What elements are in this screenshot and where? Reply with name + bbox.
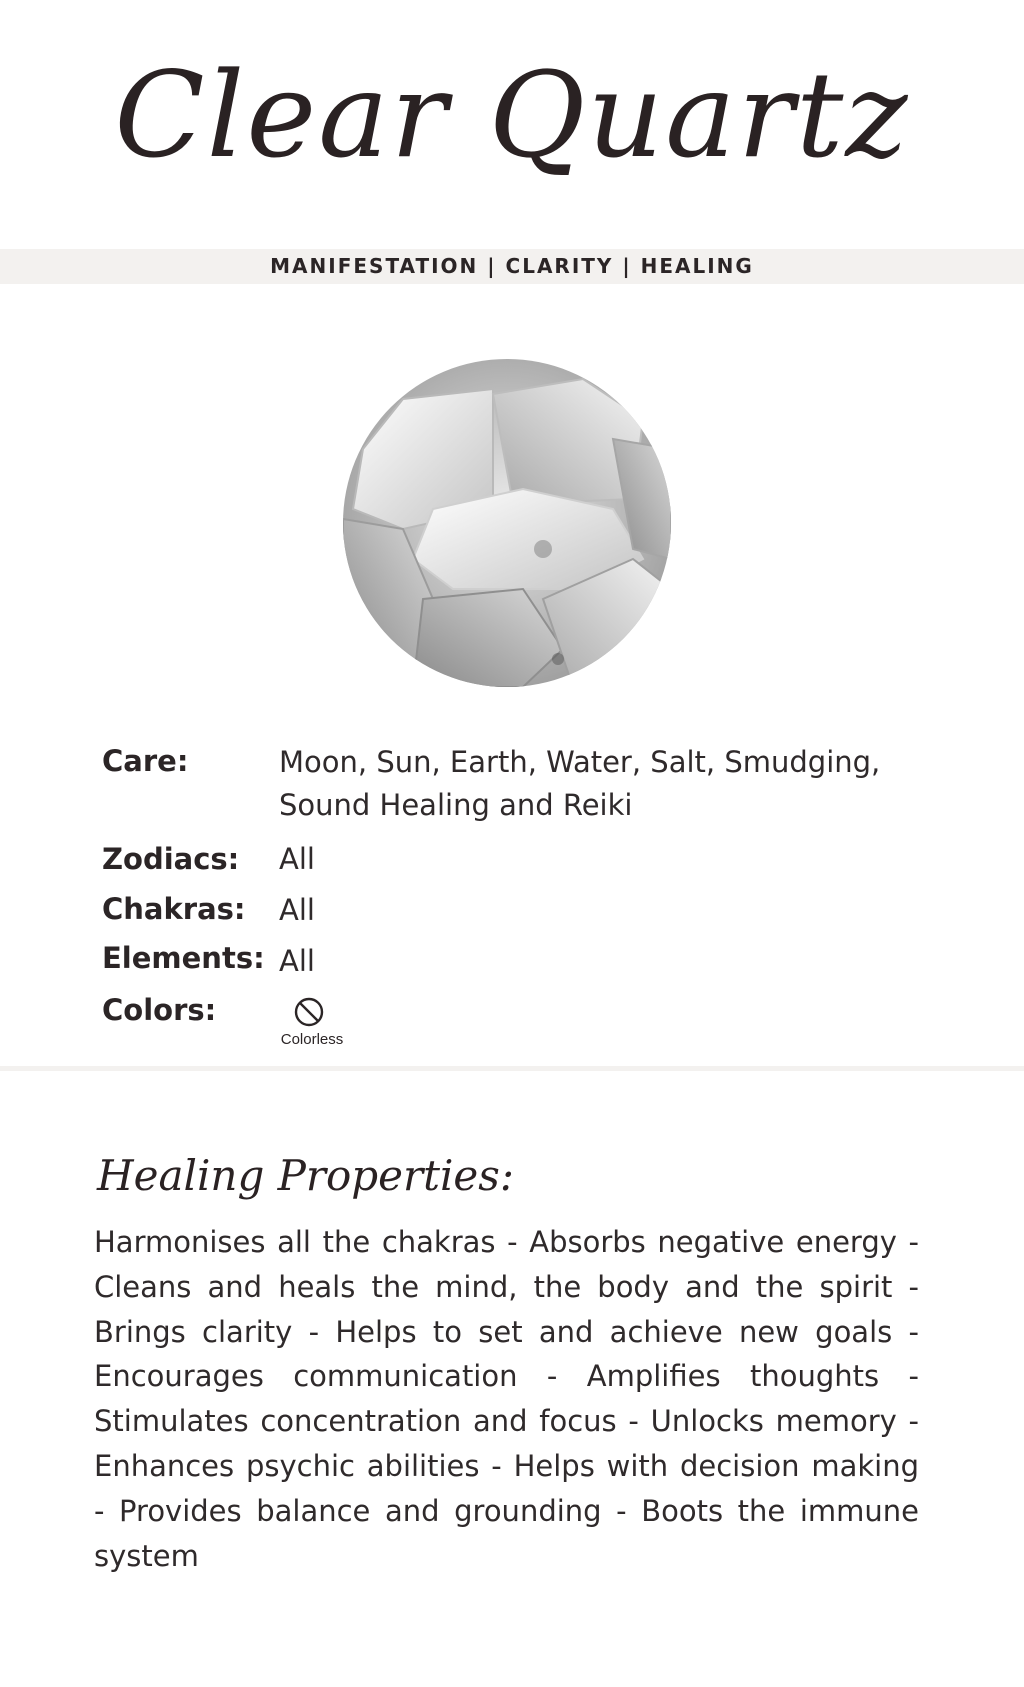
healing-properties-heading: Healing Properties: bbox=[97, 1151, 514, 1200]
zodiacs-label: Zodiacs: bbox=[102, 842, 240, 876]
healing-properties-text: Harmonises all the chakras - Absorbs negative energy - Cleans and heals the mind, the body and the spirit - Brings clarity - Helps to set and achieve new goals - Encourages communication - Amplifies thoughts - Stimulates concentration and focus - Unlocks memory - Enhances psychic abilities - Helps with decision making - Provides balance and grounding - Boots the immune system bbox=[94, 1225, 919, 1573]
chakras-label: Chakras: bbox=[102, 892, 246, 926]
clear-quartz-crystals-photo bbox=[343, 359, 671, 687]
elements-label: Elements: bbox=[102, 941, 265, 975]
colors-label: Colors: bbox=[102, 993, 217, 1027]
tagline: MANIFESTATION | CLARITY | HEALING bbox=[270, 254, 754, 278]
chakras-value: All bbox=[279, 893, 315, 927]
care-label: Care: bbox=[102, 744, 189, 778]
elements-value: All bbox=[279, 944, 315, 978]
crystal-photo bbox=[343, 359, 671, 687]
section-divider bbox=[0, 1066, 1024, 1071]
colors-caption: Colorless bbox=[280, 1031, 344, 1048]
zodiacs-value: All bbox=[279, 842, 315, 876]
colorless-icon bbox=[293, 996, 325, 1028]
page-title: Clear Quartz bbox=[114, 46, 910, 184]
care-value: Moon, Sun, Earth, Water, Salt, Smudging, Sound Healing and Reiki bbox=[279, 745, 881, 822]
